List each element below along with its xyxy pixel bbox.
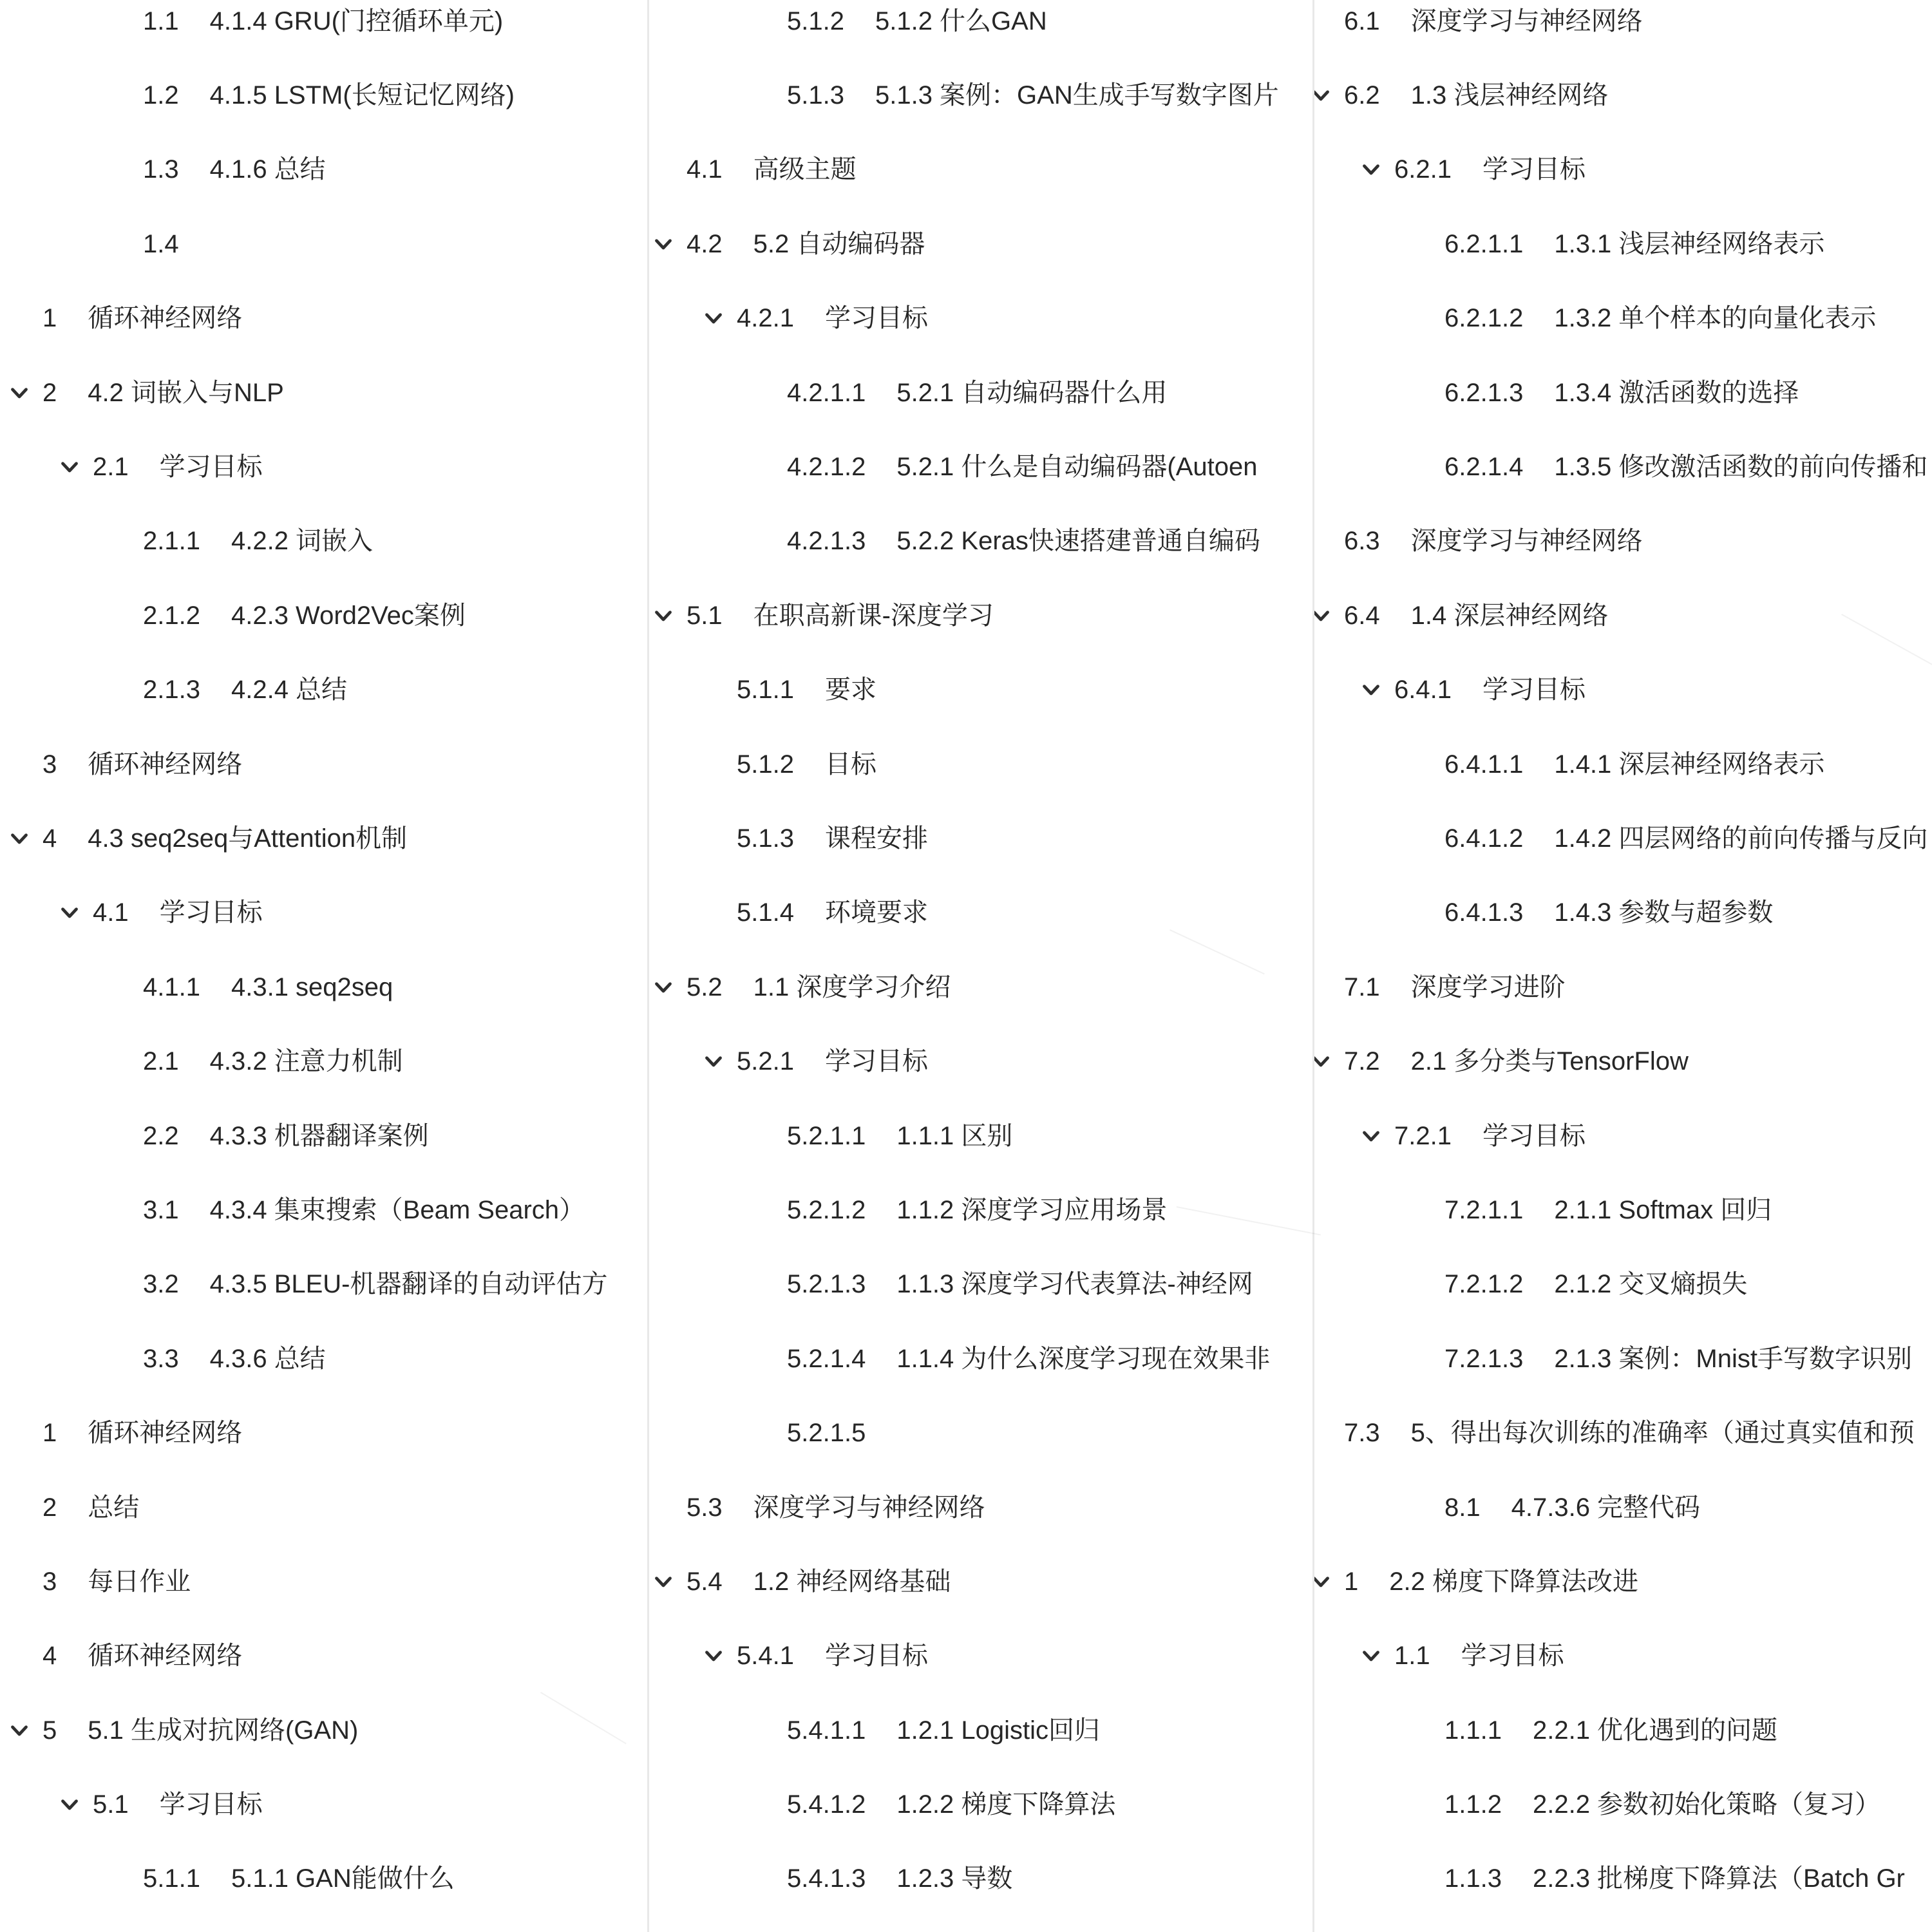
row-number: 1 — [1344, 1567, 1359, 1596]
row-title: 要求 — [824, 676, 876, 705]
outline-row[interactable] — [0, 653, 647, 727]
row-number: 2.1 — [93, 453, 129, 482]
row-number: 6.2.1.2 — [1444, 304, 1524, 333]
outline-column-middle — [649, 0, 1312, 1932]
row-number: 2.1.2 — [143, 601, 200, 630]
outline-row[interactable] — [0, 133, 647, 207]
row-number: 6.4.1 — [1394, 676, 1452, 705]
row-title: 在职高新课-深度学习 — [753, 601, 994, 630]
row-title: 1.3.5 修改激活函数的前向传播和 — [1554, 453, 1928, 482]
row-number: 4.2.1.1 — [787, 378, 866, 407]
outline-row[interactable] — [0, 727, 647, 801]
row-title: 1.1.1 区别 — [896, 1121, 1013, 1150]
row-number: 5 — [43, 1716, 57, 1745]
row-title: 5.1.1 GAN能做什么 — [231, 1864, 455, 1893]
row-title: 2.1.2 交叉熵损失 — [1554, 1270, 1748, 1299]
row-number: 4 — [43, 1642, 57, 1671]
row-title: 循环神经网络 — [88, 1642, 243, 1671]
row-number: 1.1 — [1394, 1642, 1430, 1671]
chevron-down-icon[interactable] — [652, 604, 675, 627]
row-title: 4.3.1 seq2seq — [231, 972, 393, 1001]
row-title: 4.3.5 BLEU-机器翻译的自动评估方 — [209, 1270, 608, 1299]
row-number: 1.2 — [143, 81, 179, 110]
outline-row[interactable] — [0, 1767, 647, 1841]
row-number: 2.1 — [143, 1047, 179, 1076]
row-number: 5.1.3 — [737, 824, 794, 853]
row-number: 5.1.1 — [143, 1864, 200, 1893]
row-title: 4.2.2 词嵌入 — [231, 527, 374, 556]
row-number: 5.2.1 — [737, 1047, 794, 1076]
row-title: 每日作业 — [88, 1567, 191, 1596]
outline-row[interactable] — [0, 1842, 647, 1916]
row-number: 3 — [43, 1567, 57, 1596]
row-title: 课程安排 — [824, 824, 928, 853]
outline-row[interactable] — [649, 0, 1312, 58]
row-title: 1.2.1 Logistic回归 — [896, 1716, 1101, 1745]
row-number: 3.1 — [143, 1195, 179, 1224]
row-number: 1.1.2 — [1444, 1790, 1502, 1819]
outline-column-left — [0, 0, 647, 1932]
outline-row[interactable] — [649, 1842, 1312, 1916]
outline-row[interactable] — [1314, 1173, 1932, 1247]
row-title: 4.1.4 GRU(门控循环单元) — [209, 6, 504, 35]
outline-row[interactable] — [1314, 1842, 1932, 1916]
row-title: 5.1.2 什么GAN — [875, 6, 1047, 35]
chevron-down-icon[interactable] — [8, 1719, 31, 1742]
row-number: 4.1.1 — [143, 972, 200, 1001]
outline-row[interactable] — [0, 876, 647, 950]
row-title: 1.4.3 参数与超参数 — [1554, 898, 1774, 927]
row-title: 4.1.5 LSTM(长短记忆网络) — [209, 81, 515, 110]
outline-row[interactable] — [649, 1024, 1312, 1098]
row-title: 循环神经网络 — [88, 304, 243, 333]
row-title: 学习目标 — [159, 453, 263, 482]
row-title: 5.2.1 自动编码器什么用 — [896, 378, 1168, 407]
row-number: 7.2.1.2 — [1444, 1270, 1524, 1299]
row-number: 6.2.1.4 — [1444, 453, 1524, 482]
row-title: 深度学习进阶 — [1410, 972, 1566, 1001]
row-title: 循环神经网络 — [88, 750, 243, 779]
tree — [0, 0, 647, 1916]
outline-row[interactable] — [1314, 1544, 1932, 1618]
row-title: 环境要求 — [824, 898, 928, 927]
outline-row[interactable] — [0, 504, 647, 578]
outline-row[interactable] — [1314, 1470, 1932, 1544]
row-number: 1.1.1 — [1444, 1716, 1502, 1745]
chevron-down-icon[interactable] — [58, 455, 81, 478]
outline-row[interactable] — [1314, 1024, 1932, 1098]
row-title: 1.2.3 导数 — [896, 1864, 1013, 1893]
outline-row[interactable] — [1314, 0, 1932, 58]
row-number: 4.2.1 — [737, 304, 794, 333]
row-title: 1.1.2 深度学习应用场景 — [896, 1195, 1168, 1224]
row-number: 7.2.1.3 — [1444, 1344, 1524, 1373]
row-number: 6.4.1.2 — [1444, 824, 1524, 853]
row-number: 5.2.1.2 — [787, 1195, 866, 1224]
row-number: 1 — [43, 304, 57, 333]
row-title: 学习目标 — [824, 304, 928, 333]
outline-row[interactable] — [1314, 876, 1932, 950]
row-title: 学习目标 — [159, 1790, 263, 1819]
outline-row[interactable] — [0, 430, 647, 504]
chevron-down-icon[interactable] — [702, 1050, 725, 1073]
outline-row[interactable] — [0, 1470, 647, 1544]
row-title: 5.1 生成对抗网络(GAN) — [88, 1716, 359, 1745]
outline-row[interactable] — [649, 58, 1312, 132]
outline-row[interactable] — [649, 578, 1312, 652]
outline-row[interactable] — [1314, 950, 1932, 1024]
row-title: 1.2.2 梯度下降算法 — [896, 1790, 1116, 1819]
chevron-down-icon[interactable] — [652, 232, 675, 256]
tree — [649, 0, 1312, 1916]
row-number: 5.1.1 — [737, 676, 794, 705]
row-title: 1.1.4 为什么深度学习现在效果非 — [896, 1344, 1271, 1373]
row-number: 1.1.3 — [1444, 1864, 1502, 1893]
row-title: 4.2.3 Word2Vec案例 — [231, 601, 466, 630]
row-title: 学习目标 — [1461, 1642, 1564, 1671]
row-number: 5.2.1.5 — [787, 1419, 866, 1448]
outline-row[interactable] — [0, 207, 647, 281]
row-number: 5.1 — [687, 601, 723, 630]
row-title: 1.2 神经网络基础 — [753, 1567, 951, 1596]
row-title: 2.1.3 案例：Mnist手写数字识别 — [1554, 1344, 1912, 1373]
row-number: 5.4.1.2 — [787, 1790, 866, 1819]
outline-row[interactable] — [1314, 1396, 1932, 1470]
row-title: 1.1 深度学习介绍 — [753, 972, 951, 1001]
outline-row[interactable] — [1314, 1619, 1932, 1693]
chevron-down-icon[interactable] — [652, 1570, 675, 1593]
row-number: 4.2 — [687, 229, 723, 258]
row-title: 1.3.2 单个样本的向量化表示 — [1554, 304, 1877, 333]
outline-row[interactable] — [0, 1544, 647, 1618]
row-title: 学习目标 — [1482, 155, 1586, 184]
row-title: 2.1.1 Softmax 回归 — [1554, 1195, 1772, 1224]
row-title: 4.3 seq2seq与Attention机制 — [88, 824, 408, 853]
row-title: 学习目标 — [824, 1047, 928, 1076]
row-title: 4.3.2 注意力机制 — [209, 1047, 403, 1076]
row-title: 5.2.1 什么是自动编码器(Autoen — [896, 453, 1258, 482]
outline-row[interactable] — [649, 653, 1312, 727]
row-number: 4.1 — [93, 898, 129, 927]
row-number: 3.2 — [143, 1270, 179, 1299]
row-title: 1.1.3 深度学习代表算法-神经网 — [896, 1270, 1253, 1299]
row-title: 2.1 多分类与TensorFlow — [1410, 1047, 1689, 1076]
row-title: 4.7.3.6 完整代码 — [1511, 1493, 1701, 1522]
row-number: 8.1 — [1444, 1493, 1481, 1522]
row-title: 1.4.1 深层神经网络表示 — [1554, 750, 1825, 779]
row-title: 4.3.3 机器翻译案例 — [209, 1121, 429, 1150]
row-number: 7.3 — [1344, 1419, 1380, 1448]
outline-row[interactable] — [1314, 801, 1932, 875]
outline-row[interactable] — [0, 1099, 647, 1173]
row-number: 5.2.1.4 — [787, 1344, 866, 1373]
outline-row[interactable] — [649, 355, 1312, 430]
chevron-down-icon[interactable] — [8, 827, 31, 850]
row-number: 2.1.3 — [143, 676, 200, 705]
row-number: 6.2.1.1 — [1444, 229, 1524, 258]
row-title: 4.3.6 总结 — [209, 1344, 326, 1373]
row-title: 高级主题 — [753, 155, 857, 184]
row-title: 2.2 梯度下降算法改进 — [1389, 1567, 1638, 1596]
chevron-down-icon[interactable] — [8, 381, 31, 404]
row-title: 学习目标 — [824, 1642, 928, 1671]
outline-row[interactable] — [0, 1247, 647, 1321]
outline-row[interactable] — [649, 430, 1312, 504]
tree — [1314, 0, 1932, 1916]
outline-row[interactable] — [0, 1619, 647, 1693]
outline-row[interactable] — [649, 727, 1312, 801]
row-number: 6.1 — [1344, 6, 1380, 35]
outline-row[interactable] — [0, 1321, 647, 1396]
outline-row[interactable] — [1314, 727, 1932, 801]
chevron-down-icon[interactable] — [652, 976, 675, 999]
outline-row[interactable] — [649, 1619, 1312, 1693]
row-number: 5.4.1.1 — [787, 1716, 866, 1745]
outline-row[interactable] — [649, 504, 1312, 578]
row-number: 5.1.2 — [787, 6, 844, 35]
row-number: 2.2 — [143, 1121, 179, 1150]
row-number: 4.2.1.3 — [787, 527, 866, 556]
outline-row[interactable] — [649, 281, 1312, 355]
outline-row[interactable] — [649, 207, 1312, 281]
row-title: 4.1.6 总结 — [209, 155, 326, 184]
row-title: 深度学习与神经网络 — [753, 1493, 985, 1522]
row-title: 深度学习与神经网络 — [1410, 6, 1643, 35]
outline-row[interactable] — [649, 133, 1312, 207]
row-title: 1.3.4 激活函数的选择 — [1554, 378, 1799, 407]
outline-row[interactable] — [649, 1693, 1312, 1767]
row-title: 深度学习与神经网络 — [1410, 527, 1643, 556]
outline-row[interactable] — [649, 1544, 1312, 1618]
outline-row[interactable] — [649, 1396, 1312, 1470]
chevron-down-icon[interactable] — [702, 307, 725, 330]
outline-row[interactable] — [0, 0, 647, 58]
row-number: 5.4 — [687, 1567, 723, 1596]
chevron-down-icon[interactable] — [58, 1793, 81, 1816]
row-title: 2.2.1 优化遇到的问题 — [1532, 1716, 1778, 1745]
row-number: 2.1.1 — [143, 527, 200, 556]
outline-row[interactable] — [649, 1099, 1312, 1173]
row-number: 2 — [43, 1493, 57, 1522]
row-number: 6.2.1 — [1394, 155, 1452, 184]
outline-row[interactable] — [1314, 430, 1932, 504]
chevron-down-icon[interactable] — [1314, 1050, 1332, 1073]
row-number: 5.1.3 — [787, 81, 844, 110]
row-number: 4.1 — [687, 155, 723, 184]
row-title: 2.2.3 批梯度下降算法（Batch Gr — [1532, 1864, 1905, 1893]
chevron-down-icon[interactable] — [702, 1644, 725, 1667]
row-title: 学习目标 — [1482, 1121, 1586, 1150]
row-number: 6.2 — [1344, 81, 1380, 110]
row-title: 目标 — [824, 750, 876, 779]
row-title: 1.4.2 四层网络的前向传播与反向 — [1554, 824, 1928, 853]
outline-column-right — [1314, 0, 1932, 1932]
row-number: 7.1 — [1344, 972, 1380, 1001]
row-title: 4.3.4 集束搜索（Beam Search） — [209, 1195, 585, 1224]
outline-row[interactable] — [1314, 653, 1932, 727]
row-number: 1.1 — [143, 6, 179, 35]
row-title: 学习目标 — [1482, 676, 1586, 705]
chevron-down-icon[interactable] — [58, 901, 81, 924]
outline-row[interactable] — [0, 1693, 647, 1767]
outline-row[interactable] — [649, 801, 1312, 875]
outline-row[interactable] — [1314, 1767, 1932, 1841]
row-title: 循环神经网络 — [88, 1419, 243, 1448]
outline-row[interactable] — [1314, 355, 1932, 430]
outline-row[interactable] — [649, 1321, 1312, 1396]
row-number: 5.1.4 — [737, 898, 794, 927]
outline-row[interactable] — [1314, 504, 1932, 578]
row-title: 2.2.2 参数初始化策略（复习） — [1532, 1790, 1881, 1819]
chevron-down-icon[interactable] — [1359, 1644, 1383, 1667]
row-number: 6.4.1.1 — [1444, 750, 1524, 779]
outline-row[interactable] — [649, 950, 1312, 1024]
row-number: 7.2.1 — [1394, 1121, 1452, 1150]
chevron-down-icon[interactable] — [1314, 1570, 1332, 1593]
outline-row[interactable] — [0, 1173, 647, 1247]
row-number: 1.3 — [143, 155, 179, 184]
row-title: 5.2 自动编码器 — [753, 229, 925, 258]
outline-row[interactable] — [649, 1173, 1312, 1247]
row-number: 2 — [43, 378, 57, 407]
row-number: 5.2.1.1 — [787, 1121, 866, 1150]
chevron-down-icon[interactable] — [1359, 678, 1383, 701]
row-number: 1.4 — [143, 229, 179, 258]
row-number: 5.1 — [93, 1790, 129, 1819]
row-number: 5.1.2 — [737, 750, 794, 779]
row-number: 6.2.1.3 — [1444, 378, 1524, 407]
outline-row[interactable] — [649, 1470, 1312, 1544]
outline-row[interactable] — [1314, 578, 1932, 652]
row-title: 5.2.2 Keras快速搭建普通自编码 — [896, 527, 1260, 556]
outline-row[interactable] — [0, 578, 647, 652]
row-title: 5、得出每次训练的准确率（通过真实值和预 — [1410, 1419, 1915, 1448]
outline-row[interactable] — [1314, 133, 1932, 207]
row-number: 5.2.1.3 — [787, 1270, 866, 1299]
row-number: 4 — [43, 824, 57, 853]
chevron-down-icon[interactable] — [1314, 84, 1332, 107]
outline-row[interactable] — [1314, 207, 1932, 281]
row-number: 6.4 — [1344, 601, 1380, 630]
row-title: 总结 — [88, 1493, 140, 1522]
chevron-down-icon[interactable] — [1359, 1124, 1383, 1148]
row-title: 1.3.1 浅层神经网络表示 — [1554, 229, 1825, 258]
outline-row[interactable] — [1314, 281, 1932, 355]
row-title: 1.4 深层神经网络 — [1410, 601, 1609, 630]
row-number: 5.3 — [687, 1493, 723, 1522]
row-number: 7.2 — [1344, 1047, 1380, 1076]
outline-row[interactable] — [0, 58, 647, 132]
outline-row[interactable] — [1314, 1321, 1932, 1396]
row-title: 1.3 浅层神经网络 — [1410, 81, 1609, 110]
row-title: 5.1.3 案例：GAN生成手写数字图片 — [875, 81, 1279, 110]
outline-row[interactable] — [649, 1247, 1312, 1321]
row-title: 4.2 词嵌入与NLP — [88, 378, 284, 407]
outline-row[interactable] — [0, 801, 647, 875]
outline-row[interactable] — [649, 876, 1312, 950]
row-number: 5.4.1 — [737, 1642, 794, 1671]
row-number: 3 — [43, 750, 57, 779]
row-title: 学习目标 — [159, 898, 263, 927]
chevron-down-icon[interactable] — [1359, 158, 1383, 181]
row-number: 1 — [43, 1419, 57, 1448]
outline-row[interactable] — [0, 355, 647, 430]
row-number: 6.3 — [1344, 527, 1380, 556]
outline-row[interactable] — [1314, 1247, 1932, 1321]
row-title: 4.2.4 总结 — [231, 676, 348, 705]
outline-row[interactable] — [1314, 1693, 1932, 1767]
outline-row[interactable] — [1314, 1099, 1932, 1173]
row-number: 7.2.1.1 — [1444, 1195, 1524, 1224]
row-number: 4.2.1.2 — [787, 453, 866, 482]
outline-row[interactable] — [649, 1767, 1312, 1841]
row-number: 3.3 — [143, 1344, 179, 1373]
row-number: 6.4.1.3 — [1444, 898, 1524, 927]
outline-row[interactable] — [0, 1396, 647, 1470]
outline-row[interactable] — [0, 281, 647, 355]
outline-row[interactable] — [0, 1024, 647, 1098]
outline-row[interactable] — [1314, 58, 1932, 132]
outline-row[interactable] — [0, 950, 647, 1024]
chevron-down-icon[interactable] — [1314, 604, 1332, 627]
row-number: 5.4.1.3 — [787, 1864, 866, 1893]
row-number: 5.2 — [687, 972, 723, 1001]
